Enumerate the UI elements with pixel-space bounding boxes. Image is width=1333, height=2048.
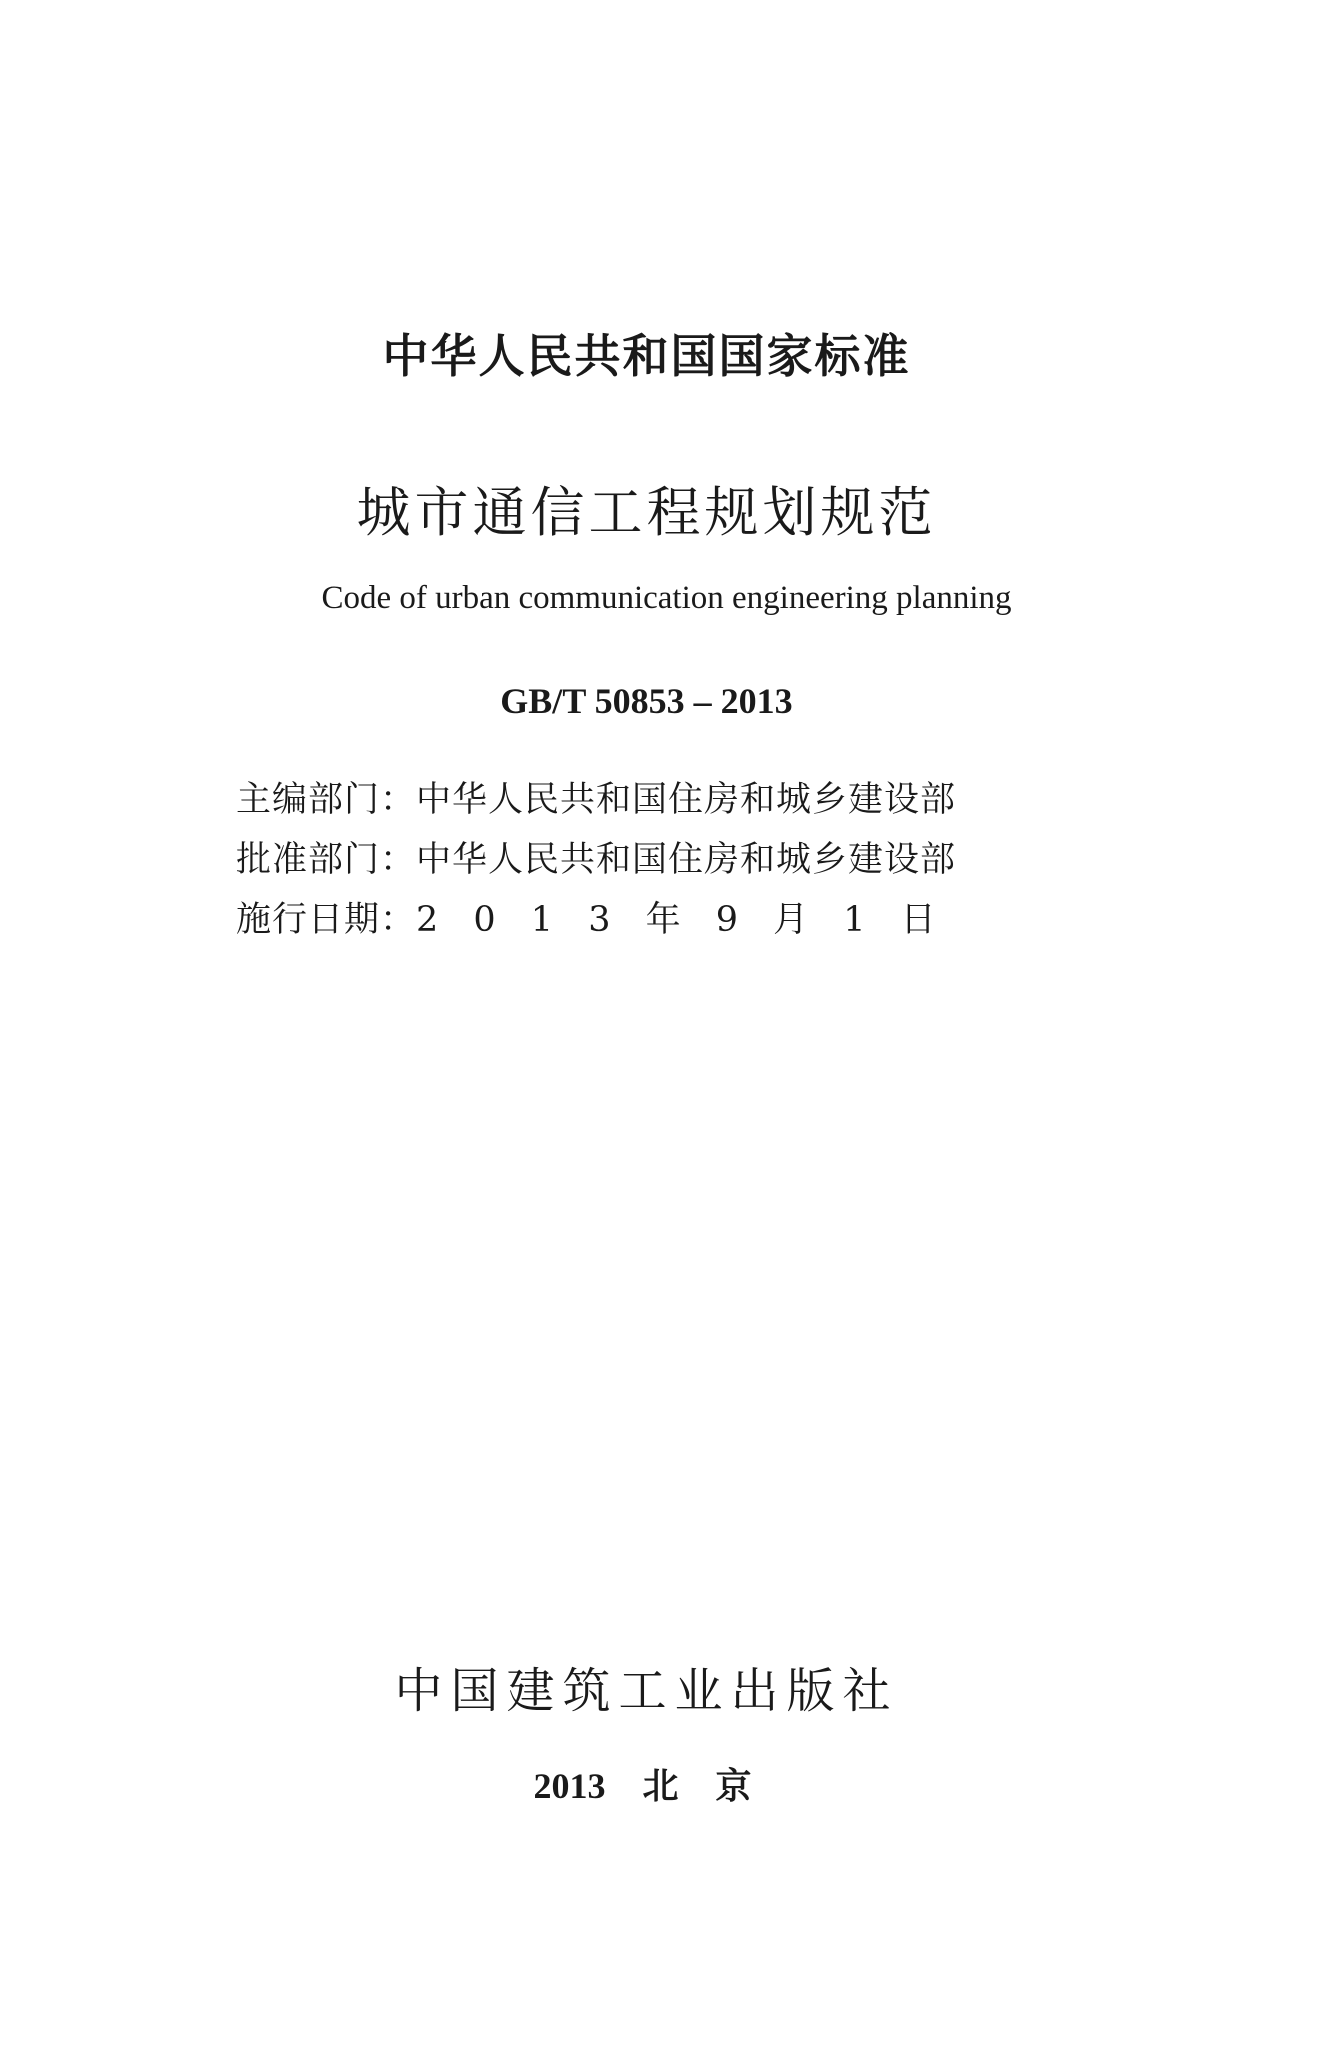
issuing-info — [236, 770, 1036, 950]
editor-value: 中华人民共和国住房和城乡建设部 — [416, 780, 957, 820]
chinese-title: 城市通信工程规划规范 — [356, 481, 937, 544]
effective-date-value: 2 0 1 3 年 9 月 1 日 — [416, 900, 936, 940]
approver-label: 批准部门： — [236, 840, 417, 880]
standard-code: GB/T 50853 – 2013 — [500, 681, 793, 721]
publisher-name: 中国建筑工业出版社 — [394, 1663, 899, 1719]
effective-date-label: 施行日期： — [236, 900, 417, 940]
approver-value: 中华人民共和国住房和城乡建设部 — [416, 840, 957, 880]
editor-row — [236, 770, 1036, 830]
standard-type-heading: 中华人民共和国国家标准 — [382, 329, 911, 383]
approver-row — [236, 830, 1036, 890]
english-title: Code of urban communication engineering planning — [321, 580, 1012, 616]
editor-label: 主编部门： — [236, 780, 417, 820]
publication-year-place: 2013 北 京 — [533, 1766, 752, 1806]
effective-date-row — [236, 890, 1036, 950]
